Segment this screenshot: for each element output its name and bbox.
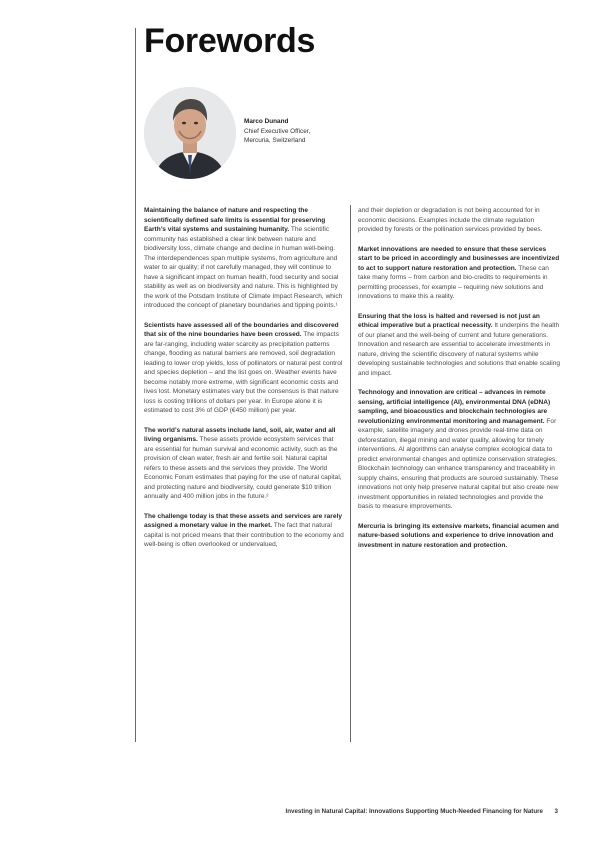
paragraph: Ensuring that the loss is halted and reversed is not just an ethical imperative but a practical necessity. It underpins the health of our planet and the well-being of current and future generations. Innovation and research are essential to accelerate investments in nature, driving the scientific discovery of natural systems while developing sustainable technologies and solutions that enable scaling and impact. bbox=[358, 312, 561, 377]
page-title: Forewords bbox=[144, 22, 316, 60]
paragraph: Scientists have assessed all of the boundaries and discovered that six of the nine boundaries have been crossed. The impacts are far-ranging, including water scarcity as precipitation patterns change, flooding as natural barriers are removed, soil degradation leading to lower crop yields, loss of pollinators or natural pest control and species depletion – and the list goes on. Weather events have become notably more extreme, with significant economic costs and lives lost. Monetary estimates vary but the consensus is that nature loss is costing trillions of dollars per year. In Europe alone it is estimated to cost 3% of GDP (€450 million) per year. bbox=[144, 321, 343, 414]
paragraph: Market innovations are needed to ensure that these services start to be priced in accordingly and businesses are incentivized to act to support nature restoration and protection. These can take many forms – from carbon and bio-credits to requirements in permitting processes, for example – requiring new solutions and innovations to make this a reality. bbox=[358, 245, 560, 300]
paragraph: Maintaining the balance of nature and respecting the scientifically defined safe limits is essential for preserving Earth’s vital systems and sustaining humanity. The scientific community has established a clear link between nature and biodiversity loss, climate change and decline in human well-being. The interdependences span multiple systems, from agriculture and water to air quality; if not carefully managed, they will continue to have a significant impact on human health, food security and social stability as well as on biodiversity and nature. This is highlighted by the work of the Potsdam Institute of Climate Impact Research, which introduced the concept of planetary boundaries and tipping points.¹ bbox=[144, 207, 343, 309]
paragraph: The challenge today is that these assets and services are rarely assigned a monetary value in the market. The fact that natural capital is not priced means that their contribution to the economy and well-being is often overlooked or undervalued, bbox=[144, 512, 344, 548]
portrait-image bbox=[144, 87, 236, 179]
left-column bbox=[144, 206, 344, 560]
author-role: Chief Executive Officer, bbox=[244, 127, 311, 135]
paragraph: and their depletion or degradation is not being accounted for in economic decisions. Examples include the climate regulation provided by forests or the pollination services provided by bees. bbox=[358, 207, 543, 233]
footer-title: Investing in Natural Capital: Innovations Supporting Much-Needed Financing for Nature bbox=[285, 808, 543, 815]
paragraph: Mercuria is bringing its extensive markets, financial acumen and nature-based solutions and experience to drive innovation and investment in nature restoration and protection. bbox=[358, 522, 559, 549]
right-column bbox=[358, 206, 560, 560]
paragraph: The world’s natural assets include land, soil, air, water and all living organisms. These assets provide ecosystem services that are essential for human survival and economic activity, such as the provision of clean water, fresh air and fertile soil. Natural capital refers to these assets and the services they provide. The World Economic Forum estimates that paying for the use of natural capital, and protecting nature and biodiversity, could generate $10 trillion annually and 400 million jobs in the future.² bbox=[144, 426, 342, 500]
paragraph: Technology and innovation are critical – advances in remote sensing, artificial intelligence (AI), environmental DNA (eDNA) sampling, and bioacoustics and blockchain technologies are revolutionizing environmental monitoring and management. For example, satellite imagery and drones provide real-time data on deforestation, illegal mining and water quality, allowing for timely interventions. AI algorithms can analyse complex ecological data to predict environmental changes and optimize conservation strategies. Blockchain technology can enhance transparency and traceability in supply chains, ensuring that products are sourced sustainably. These innovations not only help preserve natural capital but also create new investment opportunities in related technologies and provide the basis to measure improvements. bbox=[358, 389, 559, 510]
column-divider bbox=[350, 205, 351, 742]
author-portrait bbox=[144, 87, 236, 179]
page-number: 3 bbox=[554, 808, 558, 815]
author-name: Marco Dunand bbox=[244, 118, 289, 125]
margin-rule bbox=[135, 28, 136, 742]
author-block bbox=[244, 117, 310, 146]
author-org: Mercuria, Switzerland bbox=[244, 137, 306, 144]
